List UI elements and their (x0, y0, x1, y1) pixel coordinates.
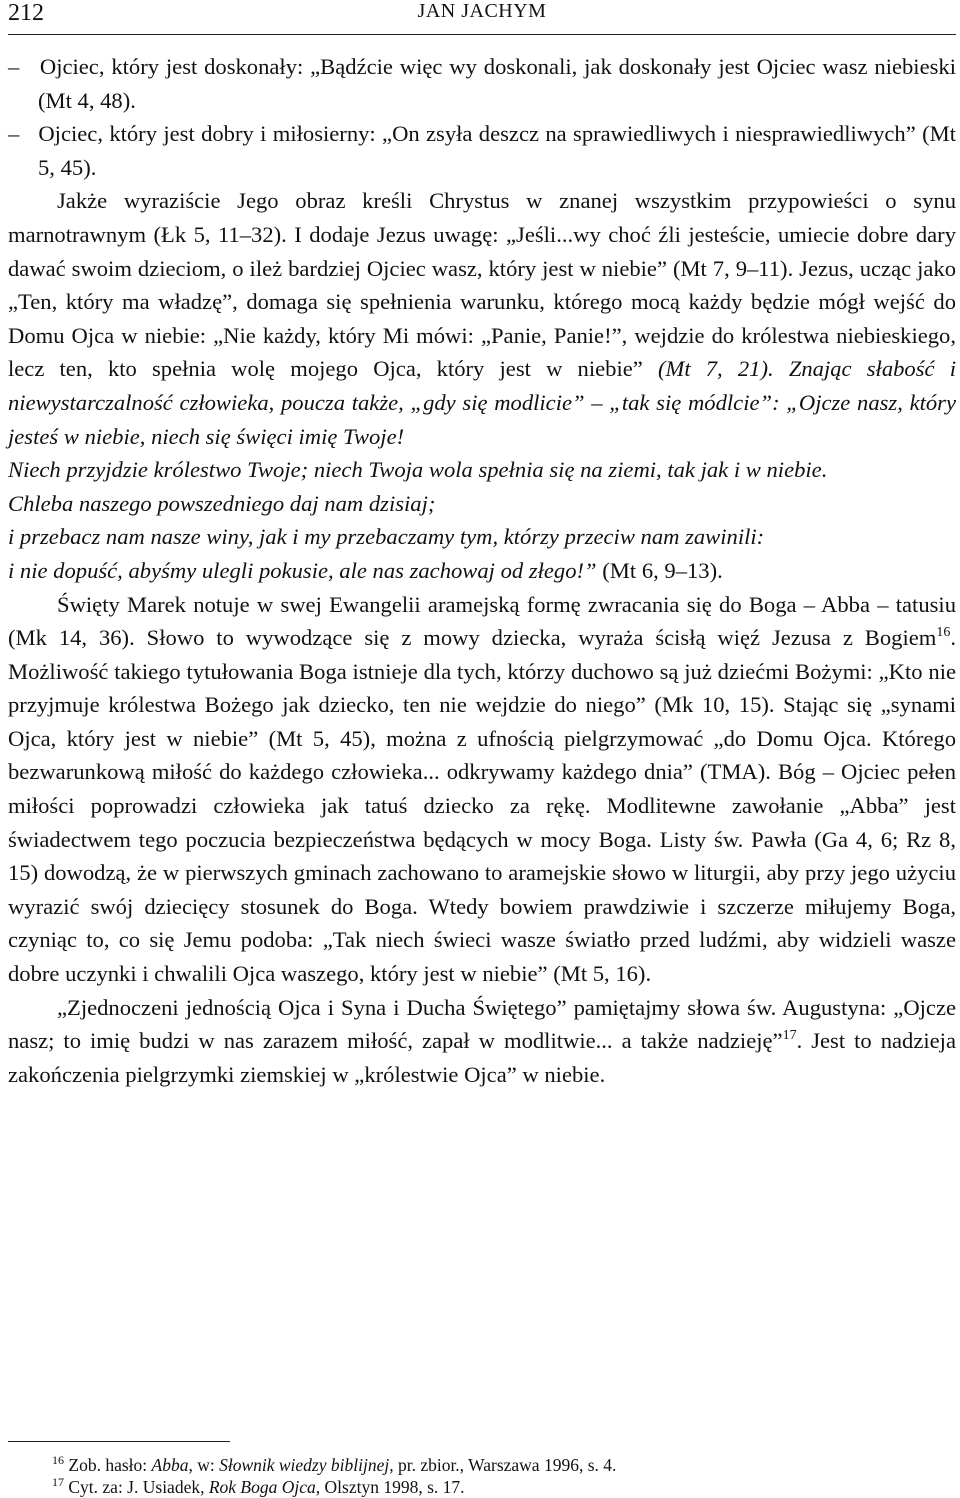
paragraph-text: . Jest to nadzieja zakończenia pielgrzymki ziemskiej w „królestwie Ojca” w niebie. (8, 1028, 956, 1087)
paragraph-text: . Możliwość takiego tytułowania Boga istnieje dla tych, którzy duchowo są już dziećmi Bożymi: „Kto nie przyjmuje królestwa Bożego jak dziecko, ten nie wejdzie do niego” (Mk 10, 15). Stając się „synami Ojca, który jest w niebie” (Mt 5, 45), można z ufnością pielgrzymować „do Domu Ojca. Którego bezwarunkową miłość do każdego człowieka... odkrywamy każdego dnia” (TMA). Bóg – Ojciec pełen miłości poprowadzi człowieka jak tatuś dziecko za rękę. Modlitewne zawołanie „Abba” jest świadectwem tego poczucia bezpieczeństwa będących w mocy Boga. Listy św. Pawła (Ga 4, 6; Rz 8, 15) dowodzą, że w pierwszych gminach zachowano to aramejskie słowo w liturgii, aby przy jego użyciu wyrazić swój dziecięcy stosunek do Boga. Wtedy bowiem prawdziwie i szczerze miłujemy Boga, czyniąc to, co się Jemu podoba: „Tak niech świeci wasze światło przed ludźmi, aby widzieli wasze dobre uczynki i chwalili Ojca waszego, który jest w niebie” (Mt 5, 16). (8, 625, 956, 987)
prayer-line: Niech przyjdzie królestwo Twoje; niech Twoja wola spełnia się na ziemi, tak jak i w niebie. (8, 457, 828, 483)
dash-marker: – (8, 54, 20, 79)
prayer-text: i nie dopuść, abyśmy ulegli pokusie, ale nas zachowaj od złego!” (8, 557, 597, 583)
footnote-title: Rok Boga Ojca (208, 1477, 316, 1497)
list-item (8, 117, 956, 184)
footnotes (8, 1454, 956, 1498)
paragraph-text: Święty Marek notuje w swej Ewangelii aramejską formę zwracania się do Boga – Abba – tatusiu (Mk 14, 36). Słowo to wywodzące się z mowy dziecka, wyraża ścisłą więź Jezusa z Bogiem (8, 591, 956, 651)
paragraph-augustine (8, 991, 956, 1092)
footnote-number: 16 (52, 1453, 64, 1467)
page (8, 0, 956, 1091)
prayer-line: Chleba naszego powszedniego daj nam dzisiaj; (8, 490, 436, 516)
footnote-divider (8, 1441, 230, 1442)
footnote-text: , w: (188, 1455, 220, 1475)
running-header (8, 0, 956, 35)
paragraph-text-italic: (Mt 7, 21). Znając słabość i niewystarczalność człowieka, poucza także, „gdy się modlicie” – „tak się módlcie”: „Ojcze nasz, który jesteś w niebie, niech się święci imię Twoje! (8, 356, 956, 449)
footnote-ref[interactable]: 17 (782, 1028, 797, 1044)
footnote-16 (8, 1454, 956, 1476)
dash-marker: – (8, 121, 20, 147)
list-item-text: Ojciec, który jest doskonały: „Bądźcie więc wy doskonali, jak doskonały jest Ojciec wasz niebieski (Mt 4, 48). (38, 54, 956, 113)
page-number: 212 (8, 0, 44, 26)
footnote-text-italic: Abba (151, 1455, 189, 1475)
footnote-text: , pr. zbior., Warszawa 1996, s. 4. (389, 1455, 617, 1475)
running-head-author: JAN JACHYM (417, 0, 547, 22)
prayer-line: i przebacz nam nasze winy, jak i my przebaczamy tym, którzy przeciw nam zawinili: (8, 524, 765, 550)
footnote-title: Słownik wiedzy biblijnej (219, 1455, 390, 1475)
list-item (8, 50, 956, 117)
prayer-line (8, 554, 956, 588)
list-item-text: Ojciec, który jest dobry i miłosierny: „On zsyła deszcz na sprawiedliwych i niesprawiedliwych” (Mt 5, 45). (38, 121, 956, 180)
footnote-ref[interactable]: 16 (936, 625, 951, 641)
paragraph-text: Jakże wyraziście Jego obraz kreśli Chrystus w znanej wszystkim przypowieści o synu marnotrawnym (Łk 5, 11–32). I dodaje Jezus uwagę: „Jeśli...wy choć źli jesteście, umiecie dobre dary dawać swoim dzieciom, o ileż bardziej Ojciec wasz, który jest w niebie” (Mt 7, 9–11). Jezus, ucząc jako „Ten, który ma władzę”, domaga się spełnienia warunku, którego mocą każdy będzie mógł wejść do Domu Ojca w niebie: „Nie każdy, który Mi mówi: „Panie, Panie!”, wejdzie do królestwa niebieskiego, lecz ten, kto spełnia wolę mojego Ojca, który jest w niebie” (8, 188, 956, 382)
footnote-17 (8, 1476, 956, 1498)
paragraph-parable (8, 184, 956, 453)
footnote-text: Zob. hasło: (64, 1455, 152, 1475)
footnote-text: , Olsztyn 1998, s. 17. (315, 1477, 465, 1497)
paragraph-text: „Zjednoczeni jednością Ojca i Syna i Ducha Świętego” pamiętajmy słowa św. Augustyna: „Ojcze nasz; to imię budzi w nas zarazem miłość, zapał w modlitwie... a także nadzieję” (8, 994, 956, 1054)
paragraph-abba (8, 588, 956, 991)
footnote-number: 17 (52, 1475, 64, 1489)
prayer-reference: (Mt 6, 9–13). (596, 557, 723, 583)
main-text (8, 50, 956, 1091)
footnote-text: Cyt. za: J. Usiadek, (64, 1477, 209, 1497)
